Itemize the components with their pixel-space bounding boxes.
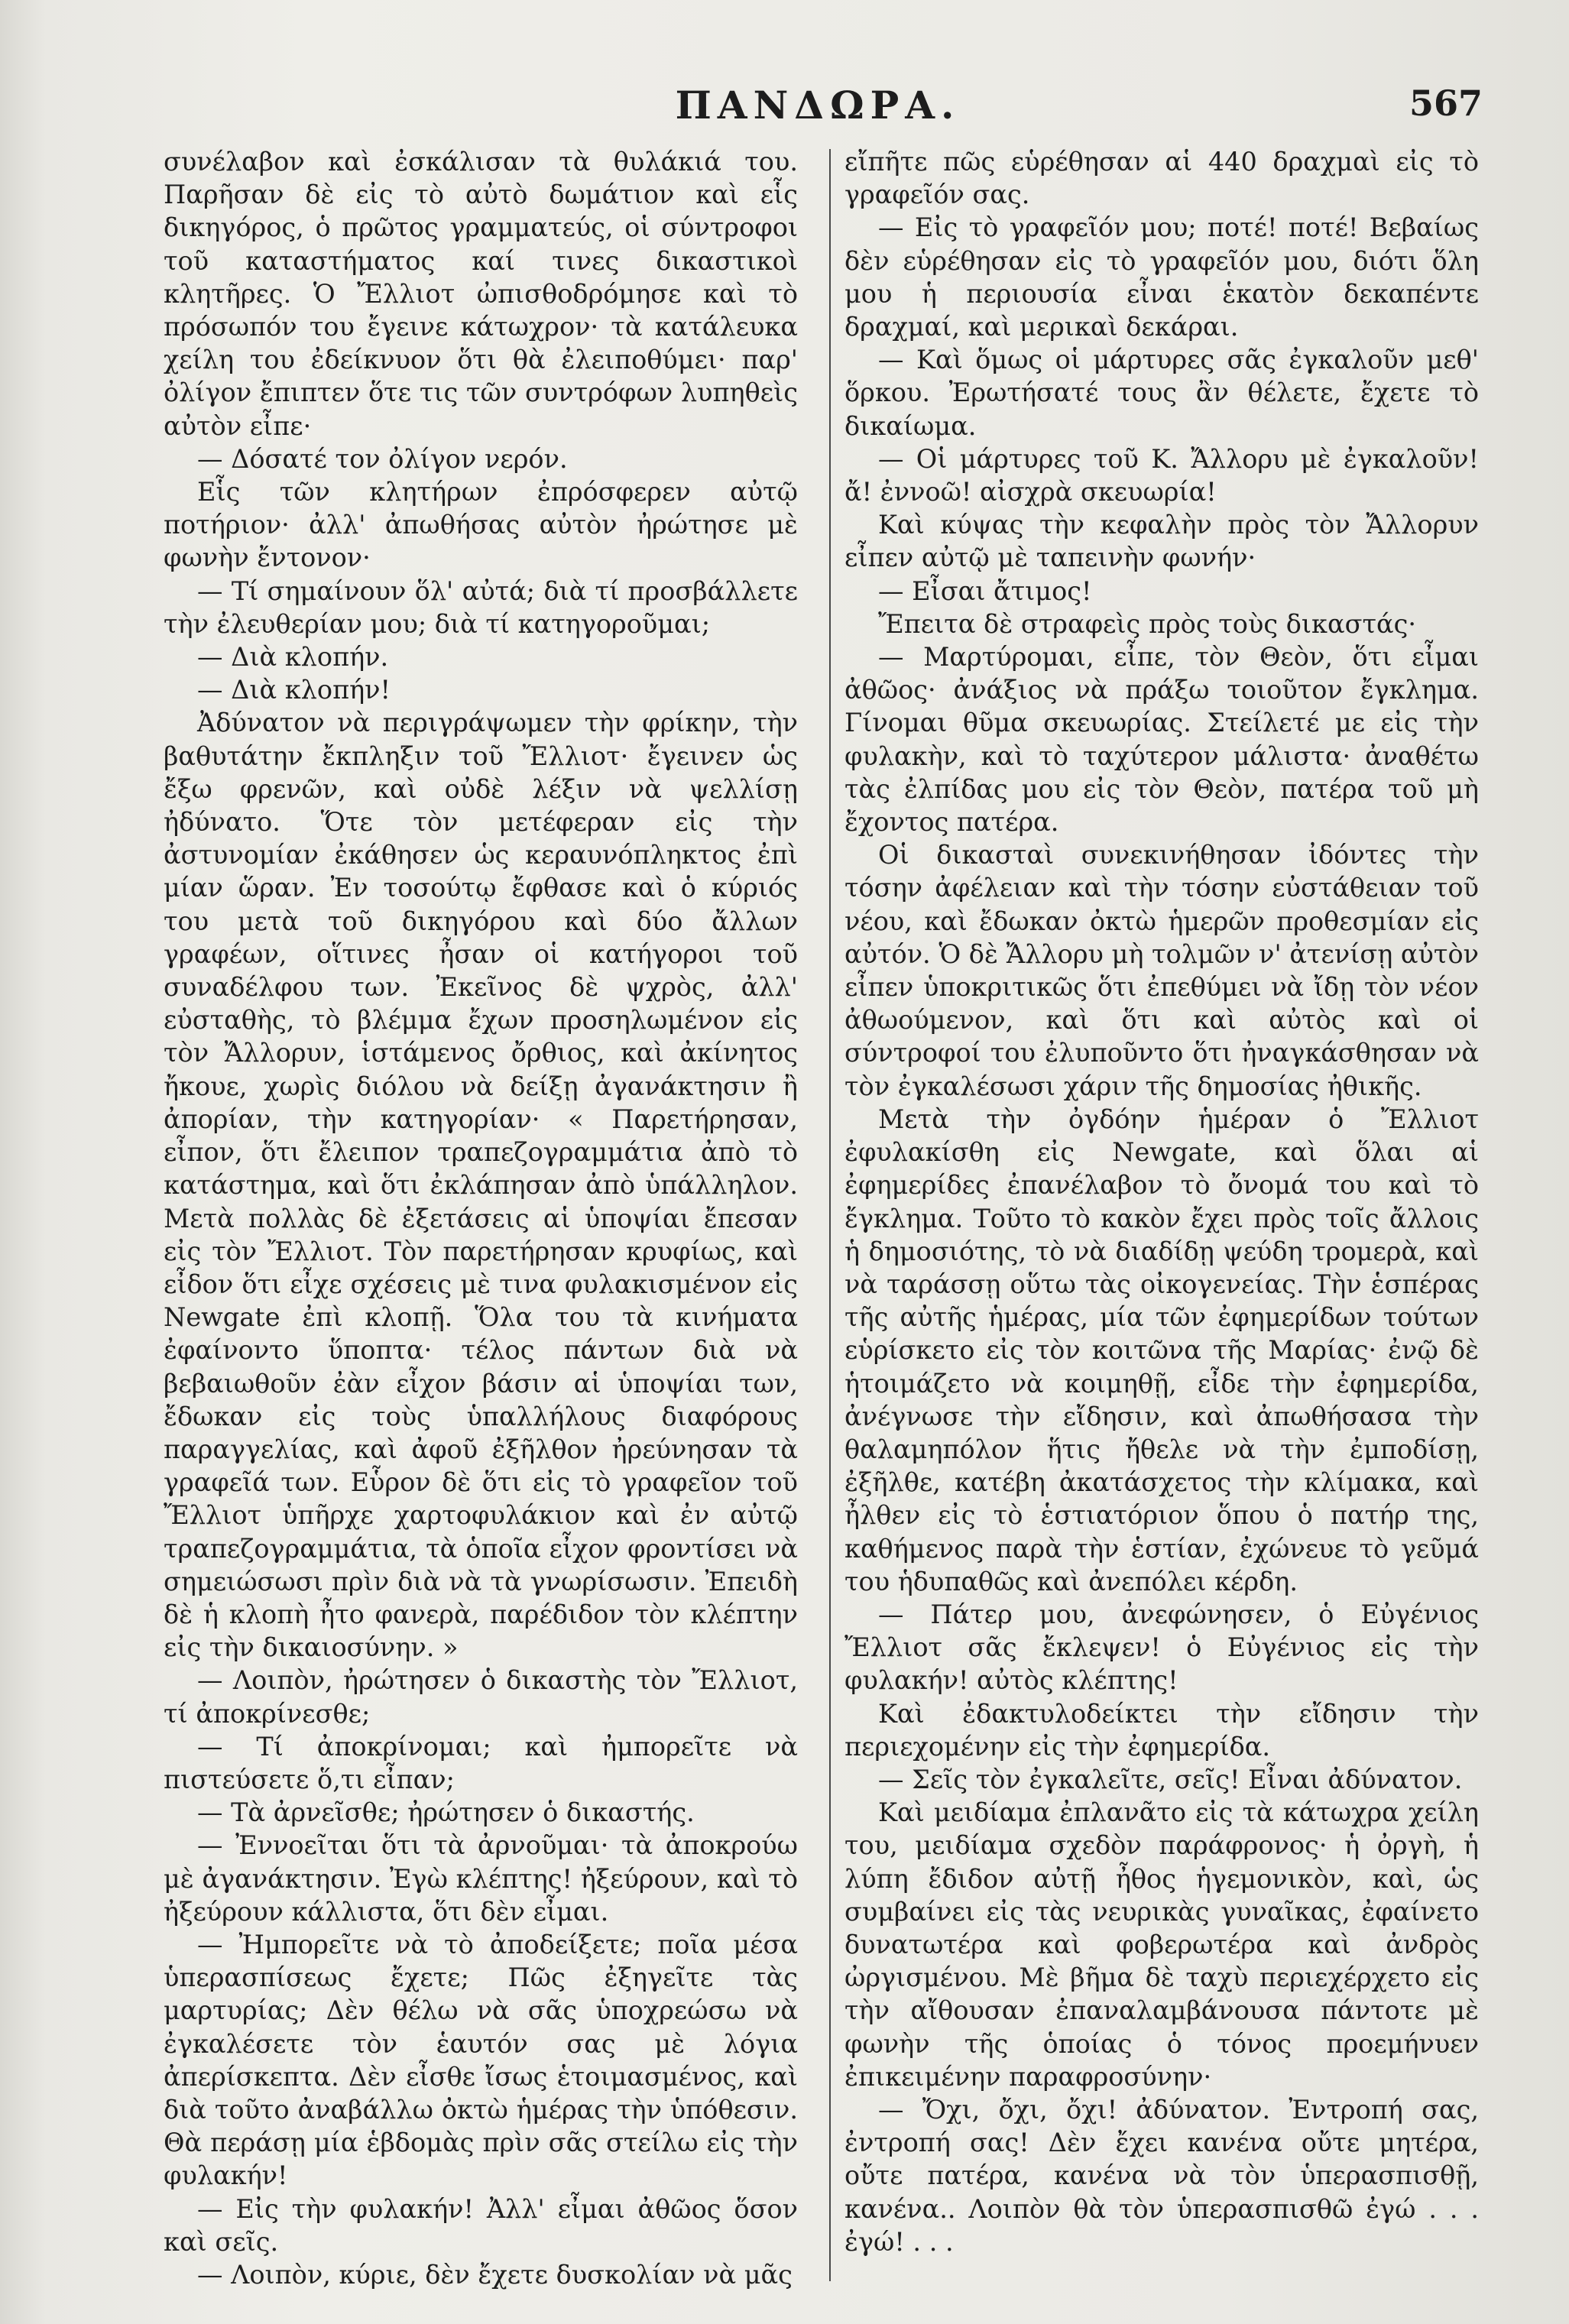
paragraph: εἴπῆτε πῶς εὑρέθησαν αἱ 440 δραχμαὶ εἰς τὸ γραφεῖόν σας.	[844, 147, 1479, 210]
page-title: ΠΑΝΔΩΡΑ.	[675, 83, 961, 128]
paragraph: Καὶ κύψας τὴν κεφαλὴν πρὸς τὸν Ἄλλορυν εἶπεν αὐτῷ μὲ ταπεινὴν φωνήν·	[844, 510, 1479, 573]
paragraph: — Λοιπὸν, κύριε, δὲν ἔχετε δυσκολίαν νὰ μᾶς	[197, 2260, 793, 2290]
left-column	[164, 145, 798, 2291]
right-column	[844, 145, 1479, 2258]
paragraph: — Διὰ κλοπήν!	[197, 675, 391, 705]
paragraph: Ἔπειτα δὲ στραφεὶς πρὸς τοὺς δικαστάς·	[878, 608, 1417, 639]
paragraph: — Εἶσαι ἄτιμος!	[878, 575, 1092, 606]
paragraph: Οἱ δικασταὶ συνεκινήθησαν ἰδόντες τὴν τόσην ἀφέλειαν καὶ τὴν τόσην εὐστάθειαν τοῦ νέου, καὶ ἔδωκαν ὀκτὼ ἡμερῶν προθεσμίαν εἰς αὐτόν. Ὁ δὲ Ἄλλορυ μὴ τολμῶν ν' ἀτενίσῃ αὐτὸν εἶπεν ὑποκριτικῶς ὅτι ἐπεθύμει νὰ ἴδῃ τὸν νέον ἀθωούμενον, καὶ ὅτι καὶ αὐτὸς καὶ οἱ σύντροφοί του ἐλυποῦντο ὅτι ἠναγκάσθησαν νὰ τὸν ἐγκαλέσωσι χάριν τῆς δημοσίας ἠθικῆς.	[844, 840, 1479, 1101]
paragraph: — Τὰ ἀρνεῖσθε; ἠρώτησεν ὁ δικαστής.	[197, 1797, 695, 1828]
column-divider	[829, 149, 831, 2281]
paragraph: — Καὶ ὅμως οἱ μάρτυρες σᾶς ἐγκαλοῦν μεθ' ὅρκου. Ἐρωτήσατέ τους ἂν θέλετε, ἔχετε τὸ δικαίωμα.	[844, 345, 1479, 441]
paragraph: — Ἐννοεῖται ὅτι τὰ ἀρνοῦμαι· τὰ ἀποκρούω μὲ ἀγανάκτησιν. Ἐγὼ κλέπτης! ἠξεύρουν, καὶ τὸ ἠξεύρουν κάλλιστα, ὅτι δὲν εἶμαι.	[164, 1830, 798, 1927]
paragraph: Εἷς τῶν κλητήρων ἐπρόσφερεν αὐτῷ ποτήριον· ἀλλ' ἀπωθήσας αὐτὸν ἠρώτησε μὲ φωνὴν ἔντονον·	[164, 477, 798, 573]
paragraph: Καὶ ἐδακτυλοδείκτει τὴν εἴδησιν τὴν περιεχομένην εἰς τὴν ἐφημερίδα.	[844, 1698, 1479, 1762]
paragraph: — Τί σημαίνουν ὅλ' αὐτά; διὰ τί προσβάλλετε τὴν ἐλευθερίαν μου; διὰ τί κατηγοροῦμαι;	[164, 575, 798, 639]
page-number: 567	[1409, 83, 1483, 124]
paragraph: — Δόσατέ τον ὀλίγον νερόν.	[197, 443, 568, 474]
paragraph: — Εἰς τὴν φυλακήν! Ἀλλ' εἶμαι ἀθῶος ὅσον καὶ σεῖς.	[164, 2193, 798, 2257]
paragraph: — Διὰ κλοπήν.	[197, 642, 389, 673]
paragraph: — Οἱ μάρτυρες τοῦ Κ. Ἄλλορυ μὲ ἐγκαλοῦν! ἄ! ἐννοῶ! αἰσχρὰ σκευωρία!	[844, 443, 1479, 507]
paragraph: — Ἠμπορεῖτε νὰ τὸ ἀποδείξετε; ποῖα μέσα ὑπερασπίσεως ἔχετε; Πῶς ἐξηγεῖτε τὰς μαρτυρίας; Δὲν θέλω νὰ σᾶς ὑποχρεώσω νὰ ἐγκαλέσετε τὸν ἑαυτόν σας μὲ λόγια ἀπερίσκεπτα. Δὲν εἶσθε ἴσως ἑτοιμασμένος, καὶ διὰ τοῦτο ἀναβάλλω ὀκτὼ ἡμέρας τὴν ὑπόθεσιν. Θὰ περάσῃ μία ἑβδομὰς πρὶν σᾶς στείλω εἰς τὴν φυλακήν!	[164, 1929, 798, 2191]
paragraph: Καὶ μειδίαμα ἐπλανᾶτο εἰς τὰ κάτωχρα χείλη του, μειδίαμα σχεδὸν παράφρονος· ἡ ὀργὴ, ἡ λύπη ἔδιδον αὐτῇ ἦθος ἡγεμονικὸν, καὶ, ὡς συμβαίνει εἰς τὰς νευρικὰς γυναῖκας, ἐφαίνετο δυνατωτέρα καὶ φοβερωτέρα καὶ ἀνδρὸς ὠργισμένου. Μὲ βῆμα δὲ ταχὺ περιεχέρχετο εἰς τὴν αἴθουσαν ἐπαναλαμβάνουσα πάντοτε μὲ φωνὴν τῆς ὁποίας ὁ τόνος προεμήνυεν ἐπικειμένην παραφροσύνην·	[844, 1797, 1479, 2092]
paragraph: συνέλαβον καὶ ἐσκάλισαν τὰ θυλάκιά του. Παρῆσαν δὲ εἰς τὸ αὐτὸ δωμάτιον καὶ εἷς δικηγόρος, ὁ πρῶτος γραμματεύς, οἱ σύντροφοι τοῦ καταστήματος καί τινες δικαστικοὶ κλητῆρες. Ὁ Ἔλλιοτ ὠπισθοδρόμησε καὶ τὸ πρόσωπόν του ἔγεινε κάτωχρον· τὰ κατάλευκα χείλη του ἐδείκνυον ὅτι θὰ ἐλειποθύμει· παρ' ὀλίγον ἔπιπτεν ὅτε τις τῶν συντρόφων λυπηθεὶς αὐτὸν εἶπε·	[164, 147, 798, 441]
paragraph: — Σεῖς τὸν ἐγκαλεῖτε, σεῖς! Εἶναι ἀδύνατον.	[878, 1764, 1463, 1794]
paragraph: Ἀδύνατον νὰ περιγράψωμεν τὴν φρίκην, τὴν βαθυτάτην ἔκπληξιν τοῦ Ἔλλιοτ· ἔγεινεν ὡς ἔξω φρενῶν, καὶ οὐδὲ λέξιν νὰ ψελλίσῃ ἠδύνατο. Ὅτε τὸν μετέφεραν εἰς τὴν ἀστυνομίαν ἐκάθησεν ὡς κεραυνόπληκτος ἐπὶ μίαν ὥραν. Ἐν τοσούτῳ ἔφθασε καὶ ὁ κύριός του μετὰ τοῦ δικηγόρου καὶ δύο ἄλλων γραφέων, οἵτινες ἦσαν οἱ κατήγοροι τοῦ συναδέλφου των. Ἐκεῖνος δὲ ψχρὸς, ἀλλ' εὐσταθὴς, τὸ βλέμμα ἔχων προσηλωμένον εἰς τὸν Ἄλλορυν, ἱστάμενος ὄρθιος, καὶ ἀκίνητος ἤκουε, χωρὶς διόλου νὰ δείξῃ ἀγανάκτησιν ἢ ἀπορίαν, τὴν κατηγορίαν· « Παρετήρησαν, εἶπον, ὅτι ἔλειπον τραπεζογραμμάτια ἀπὸ τὸ κατάστημα, καὶ ὅτι ἐκλάπησαν ἀπὸ ὑπάλληλον. Μετὰ πολλὰς δὲ ἐξετάσεις αἱ ὑποψίαι ἔπεσαν εἰς τὸν Ἔλλιοτ. Τὸν παρετήρησαν κρυφίως, καὶ εἶδον ὅτι εἶχε σχέσεις μὲ τινα φυλακισμένον εἰς Newgate ἐπὶ κλοπῇ. Ὅλα του τὰ κινήματα ἐφαίνοντο ὕποπτα· τέλος πάντων διὰ νὰ βεβαιωθοῦν ἐὰν εἶχον βάσιν αἱ ὑποψίαι των, ἔδωκαν εἰς τοὺς ὑπαλλήλους διαφόρους παραγγελίας, καὶ ἀφοῦ ἐξῆλθον ἠρεύνησαν τὰ γραφεῖά των. Εὗρον δὲ ὅτι εἰς τὸ γραφεῖον τοῦ Ἔλλιοτ ὑπῆρχε χαρτοφυλάκιον καὶ ἐν αὐτῷ τραπεζογραμμάτια, τὰ ὁποῖα εἶχον φροντίσει νὰ σημειώσωσι πρὶν διὰ νὰ τὰ γνωρίσωσιν. Ἐπειδὴ δὲ ἡ κλοπὴ ἦτο φανερὰ, παρέδιδον τὸν κλέπτην εἰς τὴν δικαιοσύνην. »	[164, 708, 798, 1663]
paragraph: — Πάτερ μου, ἀνεφώνησεν, ὁ Εὐγένιος Ἔλλιοτ σᾶς ἔκλεψεν! ὁ Εὐγένιος εἰς τὴν φυλακήν! αὐτὸς κλέπτης!	[844, 1599, 1479, 1696]
paragraph: — Τί ἀποκρίνομαι; καὶ ἠμπορεῖτε νὰ πιστεύσετε ὅ,τι εἶπαν;	[164, 1731, 798, 1794]
paragraph: Μετὰ τὴν ὀγδόην ἡμέραν ὁ Ἔλλιοτ ἐφυλακίσθη εἰς Newgate, καὶ ὅλαι αἱ ἐφημερίδες ἐπανέλαβον τὸ ὄνομά του καὶ τὸ ἔγκλημα. Τοῦτο τὸ κακὸν ἔχει πρὸς τοῖς ἄλλοις ἡ δημοσιότης, τὸ νὰ διαδίδῃ ψεύδη τρομερὰ, καὶ νὰ ταράσσῃ οὕτω τὰς οἰκογενείας. Τὴν ἑσπέρας τῆς αὐτῆς ἡμέρας, μία τῶν ἐφημερίδων τούτων εὑρίσκετο εἰς τὸν κοιτῶνα τῆς Μαρίας· ἐνῷ δὲ ἡτοιμάζετο νὰ κοιμηθῇ, εἶδε τὴν ἐφημερίδα, ἀνέγνωσε τὴν εἴδησιν, καὶ ἀπωθήσασα τὴν θαλαμηπόλον ἥτις ἤθελε νὰ τὴν ἐμποδίσῃ, ἐξῆλθε, κατέβη ἀκατάσχετος τὴν κλίμακα, καὶ ἦλθεν εἰς τὸ ἑστιατόριον ὅπου ὁ πατήρ της, καθήμενος παρὰ τὴν ἑστίαν, ἐχώνευε τὸ γεῦμά του ἡδυπαθῶς καὶ ἀνεπόλει κέρδη.	[844, 1104, 1479, 1596]
paragraph: — Λοιπὸν, ἠρώτησεν ὁ δικαστὴς τὸν Ἔλλιοτ, τί ἀποκρίνεσθε;	[164, 1665, 798, 1729]
page-header	[153, 83, 1483, 136]
paragraph: — Μαρτύρομαι, εἶπε, τὸν Θεὸν, ὅτι εἶμαι ἀθῶος· ἀνάξιος νὰ πράξω τοιοῦτον ἔγκλημα. Γίνομαι θῦμα σκευωρίας. Στείλετέ με εἰς τὴν φυλακὴν, καὶ τὸ ταχύτερον μάλιστα· ἀναθέτω τὰς ἐλπίδας μου εἰς τὸν Θεὸν, πατέρα τοῦ μὴ ἔχοντος πατέρα.	[844, 642, 1479, 838]
paragraph: — Εἰς τὸ γραφεῖόν μου; ποτέ! ποτέ! Βεβαίως δὲν εὑρέθησαν εἰς τὸ γραφεῖόν μου, διότι ὅλη μου ἡ περιουσία εἶναι ἑκατὸν δεκαπέντε δραχμαί, καὶ μερικαὶ δεκάραι.	[844, 212, 1479, 342]
paragraph: — Ὄχι, ὄχι, ὄχι! ἀδύνατον. Ἐντροπή σας, ἐντροπή σας! Δὲν ἔχει κανένα οὔτε μητέρα, οὔτε πατέρα, κανένα νὰ τὸν ὑπερασπισθῇ, κανένα.. Λοιπὸν θὰ τὸν ὑπερασπισθῶ ἐγώ . . . ἐγώ! . . .	[844, 2094, 1479, 2257]
